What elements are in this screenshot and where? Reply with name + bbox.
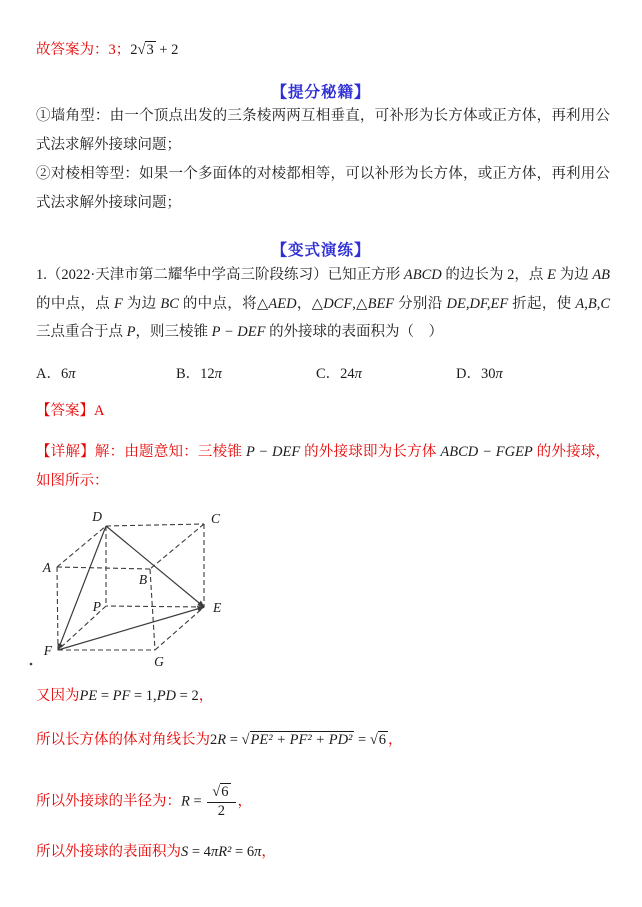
text-run: 30 <box>480 366 496 382</box>
text-run: PF <box>112 688 131 704</box>
text-run: 分别沿 <box>394 295 447 312</box>
text-run: 2 <box>210 732 218 748</box>
text-run: + 2 <box>155 42 179 58</box>
text-run: = 2 <box>176 688 199 704</box>
text-run: B． <box>176 366 201 382</box>
text-run: π <box>254 844 262 860</box>
text-run: P <box>126 324 136 340</box>
text-run: ，则三棱锥 <box>135 324 212 340</box>
option-b <box>176 362 316 383</box>
practice-section-title: 【变式演练】 <box>271 242 371 259</box>
text-run: R <box>181 793 190 810</box>
text-run: D． <box>456 366 481 382</box>
text-run: 1.（2022·天津市第二耀华中学高三阶段练习）已知正方形 <box>36 267 401 283</box>
options-row <box>36 362 610 383</box>
text-run: = 1, <box>130 688 157 704</box>
vertex-label-a: A <box>42 560 51 575</box>
text-run: 的外接球即为长方体 <box>300 444 441 460</box>
vertex-label-c: C <box>211 511 221 526</box>
text-run: ②对棱相等型：如果一个多面体的对棱都相等，可以补形为长方体，或正方体，再利用公式法求解外接球问题； <box>36 166 610 211</box>
text-run: ,△ <box>352 295 368 312</box>
step-radius <box>36 784 610 821</box>
text-run: 的中点，将 <box>182 295 257 312</box>
vertex-label-p: P <box>92 599 101 614</box>
option-d <box>456 362 596 383</box>
text-run: 【详解】解：由题意知：三棱锥 <box>36 444 246 460</box>
cuboid-diagram-svg <box>28 494 243 679</box>
text-run: 的中点，点 <box>36 295 111 312</box>
sqrt-expression: √PE² + PF² + PD² <box>241 732 353 748</box>
text-run: AB <box>588 267 611 283</box>
text-run: P − DEF <box>245 444 301 460</box>
vertex-label-b: B <box>138 572 148 587</box>
tips-section-title: 【提分秘籍】 <box>271 84 371 101</box>
text-run: 故答案为：3； <box>36 42 131 58</box>
text-run: π <box>214 366 222 382</box>
text-run: ABCD <box>400 267 446 283</box>
text-run: ABCD − FGEP <box>440 444 533 460</box>
text-run: ， <box>237 793 253 810</box>
text-run: 的边长为 <box>445 267 504 283</box>
text-run: P − DEF <box>211 324 266 340</box>
text-run: 折起，使 <box>508 295 576 312</box>
fraction: $\frac{√6}{2}$ <box>207 784 235 821</box>
text-run: S <box>181 844 189 860</box>
step-edge-lengths <box>36 684 610 708</box>
text-run: π <box>354 366 362 382</box>
text-run: 的外接球，如图所示： <box>36 444 611 489</box>
text-run: ， <box>388 732 403 748</box>
text-run: ， <box>198 688 214 704</box>
text-run: DCF <box>323 295 353 312</box>
option-a <box>36 362 176 383</box>
text-run: = 6 <box>231 844 255 860</box>
text-run: 所以外接球的半径为： <box>36 793 181 810</box>
detail-intro-line <box>36 438 610 495</box>
text-run: π <box>68 366 76 382</box>
text-run: 2 <box>130 42 138 58</box>
text-run: DE,DF,EF <box>446 295 509 312</box>
vertex-label-d: D <box>92 509 102 524</box>
text-run: 6 <box>60 366 69 382</box>
option-c <box>316 362 456 383</box>
step-surface-area <box>36 840 610 864</box>
text-run: 所以长方体的体对角线长为 <box>36 732 210 748</box>
text-run: A． <box>36 366 61 382</box>
vertex-labels <box>42 509 222 669</box>
triangle-def-edges <box>58 526 204 650</box>
text-run: πR² <box>210 844 232 860</box>
text-run: 为边 <box>559 267 589 283</box>
stray-dot <box>30 663 33 666</box>
cuboid-figure <box>28 494 243 684</box>
text-run: 所以外接球的表面积为 <box>36 844 181 860</box>
text-run: E <box>543 267 560 283</box>
text-run: 为边 <box>126 295 157 312</box>
text-run: R <box>217 732 227 748</box>
text-run: A,B,C <box>575 295 611 312</box>
text-run: 12 <box>200 366 215 382</box>
text-run: F <box>110 295 127 312</box>
text-run: C． <box>316 366 341 382</box>
text-run: BC <box>156 295 183 312</box>
text-run: 又因为 <box>36 688 80 704</box>
text-run: 2 <box>503 267 515 283</box>
text-run: ，△ <box>296 295 324 312</box>
text-run: = <box>189 793 206 810</box>
text-run: 24 <box>340 366 355 382</box>
text-run: π <box>495 366 503 382</box>
text-run: = 4 <box>188 844 211 860</box>
vertex-label-g: G <box>154 654 164 669</box>
vertex-label-f: F <box>43 643 52 658</box>
text-run: ①墙角型：由一个顶点出发的三条棱两两互相垂直，可补形为长方体或正方体，再利用公式法求解外接球问题； <box>36 108 610 153</box>
text-run: 三点重合于点 <box>36 324 127 340</box>
text-run: AED <box>268 295 297 312</box>
tip-item-1 <box>36 102 610 159</box>
tip-item-2 <box>36 160 610 217</box>
answer-label-line <box>36 399 610 423</box>
text-run: 【答案】A <box>36 403 105 419</box>
text-run: PD <box>156 688 177 704</box>
step-body-diagonal <box>36 728 610 752</box>
text-run: BEF <box>367 295 395 312</box>
text-run: ， <box>261 844 276 860</box>
text-run: = <box>226 732 242 748</box>
text-run: = <box>97 688 113 704</box>
vertex-label-e: E <box>213 600 222 615</box>
sqrt-expression: √3 <box>137 42 154 58</box>
sqrt-expression: √6 <box>212 784 229 800</box>
text-run: PE <box>79 688 98 704</box>
text-run: △ <box>256 295 269 312</box>
text-run: = <box>354 732 370 748</box>
text-run: ，点 <box>514 267 544 283</box>
sqrt-expression: √6 <box>369 732 387 748</box>
fill-in-answer-line <box>36 38 610 62</box>
cuboid-dashed-edges <box>57 524 204 650</box>
question-1-text <box>36 261 610 347</box>
text-run: 的外接球的表面积为（ ） <box>265 324 444 340</box>
